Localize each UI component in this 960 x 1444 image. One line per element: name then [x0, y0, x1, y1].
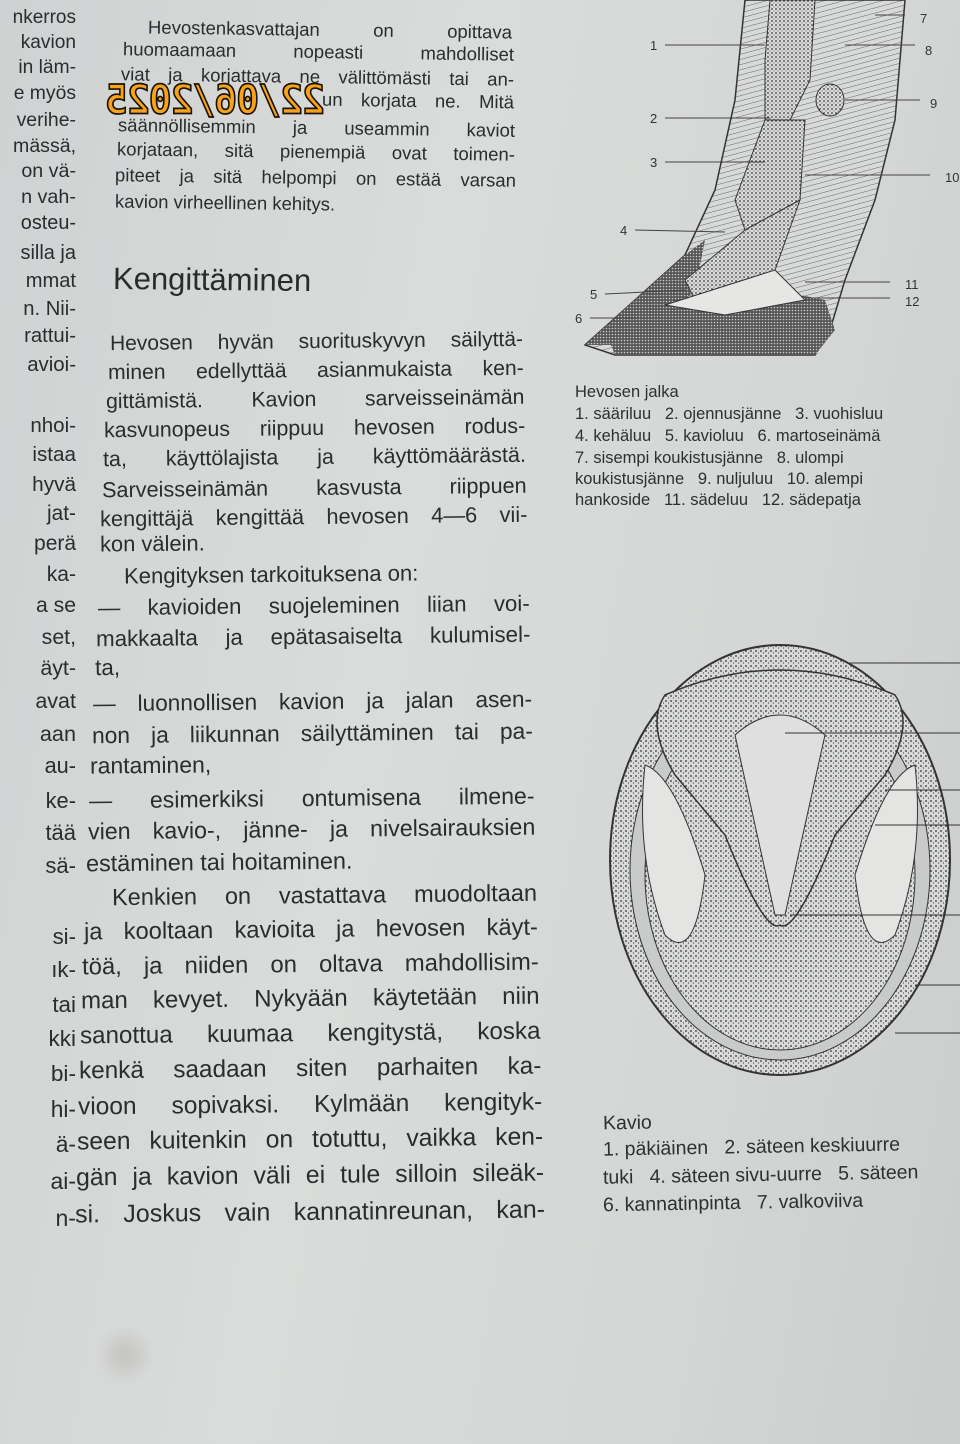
body-line: si. Joskus vain kannatinreunan, kan-: [74, 1195, 546, 1228]
page-stain: [95, 1325, 155, 1385]
leg-part-number: 9: [930, 96, 938, 111]
leg-caption-title: Hevosen jalka: [575, 383, 679, 401]
body-line: estäminen tai hoitaminen.: [85, 848, 353, 877]
column-fragment: rattui-: [24, 324, 76, 347]
column-fragment: äyt-: [40, 656, 76, 681]
body-line: vien kavio-, jänne- ja nivelsairauksien: [87, 813, 536, 844]
hoof-caption-line: 6. kannatinpinta 7. valkoviiva: [602, 1189, 864, 1217]
body-line: Sarveisseinämän kasvusta riippuen: [101, 472, 527, 502]
body-line: töä, ja niiden on oltava mahdollisim-: [81, 948, 539, 981]
column-fragment: sä-: [45, 852, 76, 878]
column-fragment: bi-: [50, 1061, 76, 1087]
intro-line: korjataan, sitä pienempiä ovat toimen-: [116, 138, 516, 165]
body-line: — kavioiden suojeleminen liian voi-: [97, 590, 530, 621]
column-fragment: set,: [41, 625, 76, 650]
body-line: — esimerkiksi ontumisena ilmene-: [88, 782, 535, 814]
body-line: kenkä saadaan siten parhaiten ka-: [78, 1052, 542, 1085]
body-line: makkaalta ja epätasaiselta kulumisel-: [95, 621, 531, 652]
body-line: ta, käyttölajista ja käyttömäärästä.: [102, 442, 527, 471]
body-line: man kevyet. Nykyään käytetään niin: [80, 982, 540, 1015]
body-line: rantaminen,: [89, 751, 212, 779]
hoof-caption-line: 1. päkiäinen 2. säteen keskiuurre: [602, 1133, 901, 1161]
leg-part-number: 6: [575, 311, 583, 326]
leg-caption-line: koukistusjänne 9. nuljuluu 10. alempi: [575, 470, 864, 488]
column-fragment: mässä,: [13, 135, 76, 158]
body-line: Hevosen hyvän suorituskyvyn säilyttä-: [109, 327, 524, 356]
column-fragment: perä: [34, 532, 76, 556]
column-fragment: hyvä: [32, 472, 76, 496]
column-fragment: n. Nii-: [23, 297, 76, 320]
column-fragment: nhoi-: [30, 413, 76, 437]
body-line: vioon sopivaksi. Kylmään kengityk-: [77, 1088, 543, 1121]
leg-caption-line: hankoside 11. sädeluu 12. sädepatja: [575, 491, 861, 509]
section-heading: Kengittäminen: [112, 260, 312, 299]
column-fragment: n-: [55, 1205, 76, 1232]
leg-caption-line: 4. kehäluu 5. kavioluu 6. martoseinämä: [575, 427, 881, 445]
hoof-illustration: [605, 635, 960, 1085]
body-line: gittämistä. Kavion sarveisseinämän: [105, 384, 525, 414]
column-fragment: si-: [52, 923, 76, 949]
column-fragment: kavion: [20, 31, 76, 53]
column-fragment: nkerros: [12, 6, 76, 28]
intro-line: säännöllisemmin ja useammin kaviot: [117, 114, 516, 141]
column-fragment: jat-: [47, 502, 76, 526]
leg-part-number: 12: [905, 294, 920, 309]
hoof-caption-line: tuki 4. säteen sivu-uurre 5. säteen: [602, 1161, 919, 1189]
leg-part-number: 5: [590, 287, 598, 302]
leg-part-number: 7: [920, 11, 928, 26]
intro-line: un korjata ne. Mitä: [321, 88, 515, 113]
body-line: minen edellyttää asianmukaista ken-: [107, 356, 524, 385]
column-fragment: kki: [48, 1026, 76, 1052]
body-line: seen kuitenkin on totuttu, vaikka ken-: [76, 1123, 544, 1156]
body-line: Kengityksen tarkoituksena on:: [123, 560, 419, 589]
column-fragment: silla ja: [20, 242, 76, 264]
intro-line: piteet ja sitä helpompi on estää varsan: [114, 164, 517, 191]
body-line: — luonnollisen kavion ja jalan asen-: [92, 685, 533, 717]
column-fragment: au-: [44, 752, 76, 778]
column-fragment: tai: [52, 991, 76, 1017]
body-line: ja kooltaan kavioita ja hevosen käyt-: [83, 914, 539, 946]
leg-part-number: 8: [925, 43, 933, 58]
body-line: kasvunopeus riippuu hevosen rodus-: [103, 413, 526, 442]
intro-line: Hevostenkasvattajan on opittava: [147, 16, 513, 43]
column-fragment: in läm-: [18, 57, 76, 79]
leg-part-number: 3: [650, 155, 658, 170]
column-fragment: ka-: [46, 563, 76, 587]
body-line: sanottua kuumaa kengitystä, koska: [79, 1017, 541, 1050]
leg-part-number: 10: [945, 170, 960, 185]
leg-caption-line: 7. sisempi koukistusjänne 8. ulompi: [575, 449, 844, 467]
column-fragment: mmat: [25, 269, 76, 292]
intro-line: huomaamaan nopeasti mahdolliset: [122, 38, 515, 65]
column-fragment: aan: [39, 721, 76, 747]
date-stamp: 22/06/2025: [106, 76, 325, 124]
column-fragment: n vah-: [21, 186, 76, 209]
body-line: kon välein.: [99, 530, 205, 557]
column-fragment: a se: [35, 594, 76, 618]
column-fragment: ai-: [50, 1168, 76, 1195]
leg-part-number: 4: [620, 223, 628, 238]
column-fragment: ke-: [45, 787, 76, 813]
leg-part-number: 11: [905, 277, 919, 292]
column-fragment: tää: [45, 819, 76, 845]
column-fragment: osteu-: [20, 212, 76, 235]
column-fragment: verihe-: [16, 109, 76, 132]
column-fragment: on vä-: [21, 160, 76, 183]
column-fragment: avioi-: [27, 353, 76, 376]
body-line: non ja liikunnan säilyttäminen tai pa-: [91, 717, 533, 749]
leg-caption-line: 1. sääriluu 2. ojennusjänne 3. vuohisluu: [575, 405, 884, 423]
hoof-caption-title: Kavio: [602, 1111, 652, 1135]
column-fragment: avat: [35, 689, 76, 714]
column-fragment: ık-: [51, 956, 76, 982]
body-line: kengittäjä kengittää hevosen 4—6 vii-: [99, 502, 528, 532]
column-fragment: hi-: [50, 1096, 76, 1123]
column-fragment: e myös: [13, 83, 76, 105]
body-line: ta,: [94, 654, 121, 681]
leg-part-number: 2: [650, 111, 658, 126]
horse-leg-illustration: [575, 0, 960, 370]
intro-line: kavion virheellinen kehitys.: [114, 190, 336, 215]
intro-line: viat ja korjattava ne välittömästi tai an-: [120, 63, 515, 90]
column-fragment: istaa: [32, 442, 76, 466]
body-line: Kenkien on vastattava muodoltaan: [111, 880, 538, 911]
column-fragment: ä-: [55, 1131, 76, 1158]
body-line: gän ja kavion väli ei tule silloin sileäk-: [75, 1159, 545, 1192]
leg-part-number: 1: [650, 38, 658, 53]
